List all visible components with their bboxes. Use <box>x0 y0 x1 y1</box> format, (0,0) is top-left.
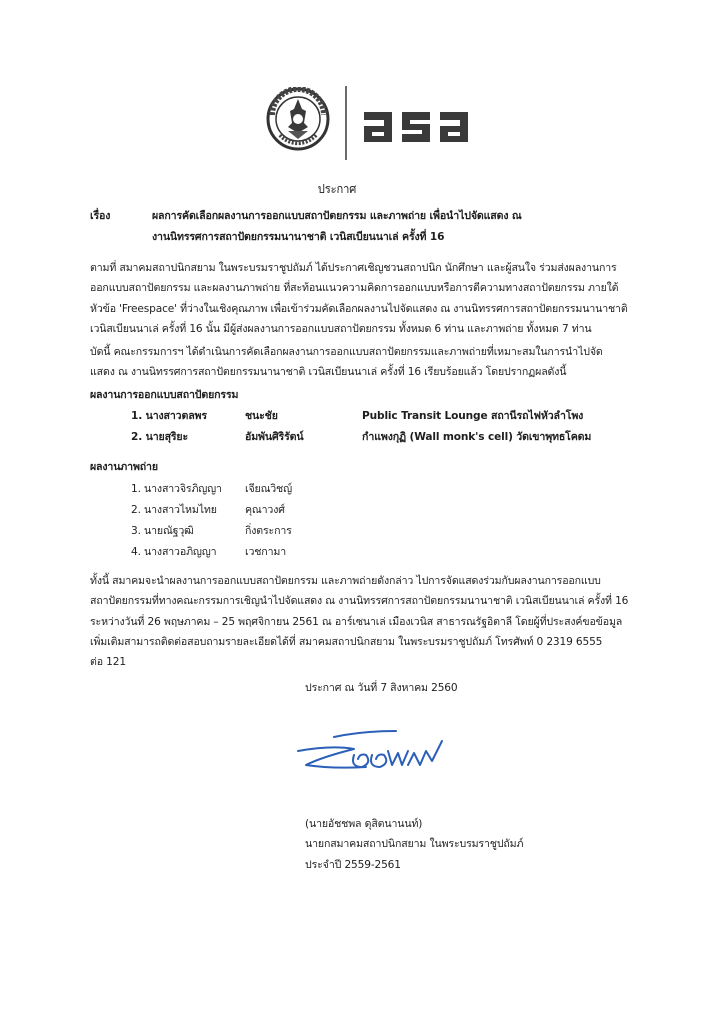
logo-divider <box>345 86 347 160</box>
subject-line-1: ผลการคัดเลือกผลงานการออกแบบสถาปัตยกรรม และภาพถ่าย เพื่อนำไปจัดแสดง ณ <box>152 210 522 222</box>
paragraph-line: หัวข้อ 'Freespace' ที่ว่างในเชิงคุณภาพ เพื่อเข้าร่วมคัดเลือกผลงานไปจัดแสดง ณ งานนิทรรศการสถาปัตยกรรมนานาชาติ <box>90 302 628 315</box>
photography-heading: ผลงานภาพถ่าย <box>90 461 158 473</box>
paragraph-2 <box>90 342 603 383</box>
paragraph-line: เวนิสเบียนนาเล่ ครั้งที่ 16 นั้น มีผู้ส่งผลงานการออกแบบสถาปัตยกรรม ทั้งหมด 6 ท่าน และภาพถ่าย ทั้งหมด 7 ท่าน <box>90 322 592 335</box>
paragraph-line: บัดนี้ คณะกรรมการฯ ได้ดำเนินการคัดเลือกผลงานการออกแบบสถาปัตยกรรมและภาพถ่ายที่เหมาะสมในการนำไปจัด <box>90 346 603 358</box>
arch-last-1: ชนะชัย <box>245 410 278 422</box>
signer-name: (นายอัชชพล ดุสิตนานนท์) <box>305 818 423 830</box>
arch-first-1: 1. นางสาวตลพร <box>131 410 207 422</box>
photo-last-3: กิ่งตระการ <box>245 525 292 537</box>
signer-block <box>305 814 523 875</box>
photo-first-3: 3. นายณัฐวุฒิ <box>131 525 194 537</box>
architecture-heading: ผลงานการออกแบบสถาปัตยกรรม <box>90 389 239 401</box>
paragraph-line: ระหว่างวันที่ 26 พฤษภาคม – 25 พฤศจิกายน 2561 ณ อาร์เซนาเล่ เมืองเวนิส สาธารณรัฐอิตาลี โดยผู้ที่ประสงค์ขอข้อมูล <box>90 615 623 628</box>
photo-last-2: คุณาวงศ์ <box>245 504 285 516</box>
photo-last-1: เจียณวิชญ์ <box>245 483 292 495</box>
arch-first-2: 2. นายสุริยะ <box>131 431 189 443</box>
signer-position: นายกสมาคมสถาปนิกสยาม ในพระบรมราชูปถัมภ์ <box>305 838 524 851</box>
paragraph-line: ทั้งนี้ สมาคมจะนำผลงานการออกแบบสถาปัตยกรรม และภาพถ่ายดังกล่าว ไปการจัดแสดงร่วมกับผลงานการออกแบบ <box>90 575 601 587</box>
paragraph-3 <box>90 571 628 672</box>
paragraph-line: เพิ่มเติมสามารถติดต่อสอบถามรายละเอียดได้ที่ สมาคมสถาปนิกสยาม ในพระบรมราชูปถัมภ์ โทรศัพท์ 0 2319 6555 <box>90 635 603 648</box>
page-title: ประกาศ <box>317 182 357 196</box>
paragraph-line: แสดง ณ งานนิทรรศการสถาปัตยกรรมนานาชาติ เวนิสเบียนนาเล่ ครั้งที่ 16 เรียบร้อยแล้ว โดยปรากฏผลดังนี้ <box>90 366 567 379</box>
handwritten-signature <box>292 725 460 785</box>
announcement-date: ประกาศ ณ วันที่ 7 สิงหาคม 2560 <box>305 682 458 694</box>
asa-brand-logo <box>362 104 472 146</box>
paragraph-line: ออกแบบสถาปัตยกรรม และผลงานภาพถ่าย ที่สะท้อนแนวความคิดการออกแบบหรือการตีความทางสถาปัตยกรรม ภายใต้ <box>90 282 619 295</box>
asa-seal-logo <box>266 87 330 151</box>
photo-last-4: เวชกามา <box>245 546 287 558</box>
photo-first-1: 1. นางสาวจิรภิญญา <box>131 483 222 495</box>
arch-work-1: Public Transit Lounge สถานีรถไฟหัวลำโพง <box>362 410 584 422</box>
subject-label: เรื่อง <box>90 210 111 222</box>
subject-line-2: งานนิทรรศการสถาปัตยกรรมนานาชาติ เวนิสเบียนนาเล่ ครั้งที่ 16 <box>152 231 445 243</box>
paragraph-line: ตามที่ สมาคมสถาปนิกสยาม ในพระบรมราชูปถัมภ์ ได้ประกาศเชิญชวนสถาปนิก นักศึกษา และผู้สนใจ ร่วมส่งผลงานการ <box>90 262 617 274</box>
signer-term: ประจำปี 2559-2561 <box>305 858 401 871</box>
paragraph-line: ต่อ 121 <box>90 656 126 669</box>
arch-work-2: กำแพงกุฏิ (Wall monk's cell) วัดเขาพุทธโคดม <box>362 431 592 443</box>
paragraph-line: สถาปัตยกรรมที่ทางคณะกรรมการเชิญนำไปจัดแสดง ณ งานนิทรรศการสถาปัตยกรรมนานาชาติ เวนิสเบียนนาเล่ ครั้งที่ 16 <box>90 595 629 608</box>
photo-first-2: 2. นางสาวไหมไทย <box>131 504 217 516</box>
paragraph-1 <box>90 258 628 339</box>
photo-first-4: 4. นางสาวอภิญญา <box>131 546 217 558</box>
arch-last-2: อัมพันศิริรัตน์ <box>245 431 304 443</box>
